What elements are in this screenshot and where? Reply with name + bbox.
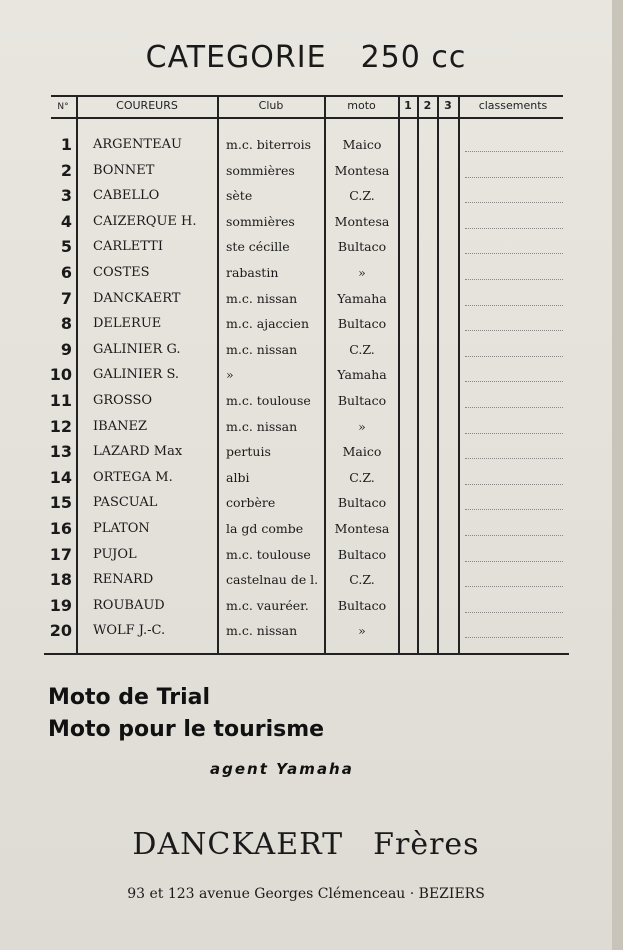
classement-blank-line bbox=[465, 484, 563, 485]
rider-name: PUJOL bbox=[93, 546, 137, 562]
rider-name: BONNET bbox=[93, 162, 155, 178]
rider-number: 13 bbox=[49, 442, 72, 462]
rider-club: m.c. biterrois bbox=[226, 137, 312, 152]
rider-name: COSTES bbox=[93, 265, 150, 280]
classement-blank-line bbox=[465, 509, 563, 510]
header-coureurs: COUREURS bbox=[116, 99, 178, 112]
rider-moto: C.Z. bbox=[349, 341, 375, 357]
classement-blank-line bbox=[465, 381, 563, 382]
rider-number: 3 bbox=[60, 186, 72, 206]
category-title-cc: 250 cc bbox=[360, 40, 467, 75]
table-row bbox=[0, 286, 612, 312]
classement-blank-line bbox=[465, 330, 563, 331]
rider-club: » bbox=[226, 367, 234, 383]
classement-blank-line bbox=[465, 202, 563, 203]
table-row bbox=[0, 209, 612, 235]
category-title bbox=[0, 40, 612, 75]
header-round-1: 1 bbox=[404, 99, 412, 112]
table-header-rule bbox=[51, 117, 563, 119]
rider-moto: Maico bbox=[342, 137, 382, 152]
rider-club: corbère bbox=[226, 495, 276, 511]
rider-name: ORTEGA M. bbox=[93, 469, 173, 485]
table-row bbox=[0, 260, 612, 286]
rider-moto: C.Z. bbox=[349, 469, 375, 485]
rider-moto: » bbox=[358, 418, 366, 434]
rider-name: GALINIER S. bbox=[93, 367, 180, 383]
dealer-address: 93 et 123 avenue Georges Clémenceau · BEZIERS bbox=[127, 886, 485, 902]
rider-name: IBANEZ bbox=[93, 418, 147, 434]
rider-number: 17 bbox=[49, 544, 72, 564]
table-row bbox=[0, 388, 612, 414]
rider-moto: Bultaco bbox=[337, 393, 387, 408]
rider-number: 6 bbox=[60, 263, 72, 282]
rider-name: WOLF J.-C. bbox=[93, 623, 166, 639]
header-round-3: 3 bbox=[444, 99, 452, 112]
rider-club: pertuis bbox=[226, 444, 271, 460]
table-row bbox=[0, 234, 612, 260]
classement-blank-line bbox=[465, 433, 563, 434]
rider-number: 5 bbox=[60, 237, 72, 257]
rider-club: sommières bbox=[226, 162, 295, 178]
classement-blank-line bbox=[465, 253, 563, 254]
header-num: N° bbox=[57, 102, 69, 112]
table-row bbox=[0, 490, 612, 516]
classement-blank-line bbox=[465, 177, 563, 178]
rider-number: 14 bbox=[49, 467, 72, 487]
rider-name: DELERUE bbox=[93, 316, 162, 332]
rider-number: 15 bbox=[49, 493, 72, 513]
header-round-2: 2 bbox=[423, 99, 432, 112]
rider-club: albi bbox=[226, 469, 250, 485]
table-row bbox=[0, 132, 612, 158]
classement-blank-line bbox=[465, 535, 563, 536]
rider-name: PASCUAL bbox=[93, 495, 158, 511]
table-row bbox=[0, 465, 612, 491]
rider-number: 4 bbox=[60, 211, 72, 231]
rider-moto: Bultaco bbox=[337, 597, 387, 613]
rider-club: m.c. nissan bbox=[226, 290, 298, 306]
rider-number: 11 bbox=[49, 391, 72, 410]
table-row bbox=[0, 183, 612, 209]
rider-moto: » bbox=[358, 265, 366, 280]
classement-blank-line bbox=[465, 586, 563, 587]
rider-club: m.c. toulouse bbox=[226, 546, 311, 562]
rider-moto: Maico bbox=[342, 444, 382, 460]
rider-name: ARGENTEAU bbox=[93, 137, 182, 152]
classement-blank-line bbox=[465, 356, 563, 357]
table-row bbox=[0, 158, 612, 184]
rider-club: la gd combe bbox=[226, 521, 304, 536]
rider-name: GROSSO bbox=[93, 393, 153, 408]
rider-club: sommières bbox=[226, 213, 295, 229]
header-club: Club bbox=[258, 99, 284, 112]
table-row bbox=[0, 414, 612, 440]
ad-line-trial: Moto de Trial bbox=[48, 685, 210, 710]
table-row bbox=[0, 593, 612, 619]
dealer-name-main: DANCKAERT bbox=[132, 827, 344, 862]
classement-blank-line bbox=[465, 637, 563, 638]
rider-moto: Bultaco bbox=[337, 316, 387, 332]
rider-club: m.c. vauréer. bbox=[226, 597, 309, 613]
rider-number: 9 bbox=[60, 339, 72, 359]
rider-club: m.c. ajaccien bbox=[226, 316, 310, 332]
rider-moto: C.Z. bbox=[349, 572, 375, 588]
rider-name: CARLETTI bbox=[93, 239, 163, 255]
rider-moto: Montesa bbox=[334, 521, 390, 536]
rider-name: ROUBAUD bbox=[93, 597, 165, 613]
rider-moto: Bultaco bbox=[337, 495, 387, 511]
rider-number: 16 bbox=[49, 519, 72, 538]
rider-number: 1 bbox=[60, 135, 72, 154]
rider-moto: C.Z. bbox=[349, 188, 375, 204]
table-row bbox=[0, 618, 612, 644]
rider-moto: Montesa bbox=[334, 162, 390, 178]
classement-blank-line bbox=[465, 407, 563, 408]
classement-blank-line bbox=[465, 458, 563, 459]
table-row bbox=[0, 362, 612, 388]
rider-number: 20 bbox=[49, 621, 72, 641]
classement-blank-line bbox=[465, 305, 563, 306]
ad-line-agent: agent Yamaha bbox=[210, 760, 354, 778]
rider-moto: Montesa bbox=[334, 213, 390, 229]
rider-number: 7 bbox=[60, 288, 72, 308]
rider-club: ste cécille bbox=[226, 239, 290, 255]
rider-club: sète bbox=[226, 188, 253, 204]
rider-name: CAIZERQUE H. bbox=[93, 213, 197, 229]
rider-moto: Bultaco bbox=[337, 239, 387, 255]
table-row bbox=[0, 311, 612, 337]
rider-number: 8 bbox=[60, 314, 72, 334]
rider-number: 18 bbox=[49, 570, 72, 590]
ad-line-tourisme: Moto pour le tourisme bbox=[48, 717, 325, 742]
rider-moto: » bbox=[358, 623, 366, 639]
rider-name: DANCKAERT bbox=[93, 290, 181, 306]
rider-name: GALINIER G. bbox=[93, 341, 181, 357]
classement-blank-line bbox=[465, 612, 563, 613]
table-row bbox=[0, 439, 612, 465]
classement-blank-line bbox=[465, 151, 563, 152]
rider-club: castelnau de l. bbox=[226, 572, 319, 588]
rider-name: PLATON bbox=[93, 521, 150, 536]
dealer-name bbox=[0, 827, 612, 862]
rider-moto: Bultaco bbox=[337, 546, 387, 562]
rider-moto: Yamaha bbox=[337, 367, 387, 383]
rider-number: 12 bbox=[49, 416, 72, 436]
rider-number: 10 bbox=[49, 365, 72, 385]
rider-moto: Yamaha bbox=[337, 290, 387, 306]
rider-number: 19 bbox=[49, 595, 72, 615]
header-moto: moto bbox=[347, 99, 376, 112]
rider-name: RENARD bbox=[93, 572, 154, 588]
rider-club: m.c. nissan bbox=[226, 418, 298, 434]
rider-club: m.c. nissan bbox=[226, 341, 298, 357]
rider-name: LAZARD Max bbox=[93, 444, 183, 460]
table-bottom-rule bbox=[44, 653, 569, 655]
dealer-name-freres: Frères bbox=[373, 827, 480, 862]
classement-blank-line bbox=[465, 561, 563, 562]
rider-club: m.c. nissan bbox=[226, 623, 298, 639]
rider-club: m.c. toulouse bbox=[226, 393, 311, 408]
rider-name: CABELLO bbox=[93, 188, 160, 204]
rider-number: 2 bbox=[60, 160, 72, 180]
table-row bbox=[0, 567, 612, 593]
classement-blank-line bbox=[465, 279, 563, 280]
header-classements: classements bbox=[478, 99, 548, 112]
category-title-main: CATEGORIE bbox=[145, 40, 327, 75]
classement-blank-line bbox=[465, 228, 563, 229]
table-row bbox=[0, 337, 612, 363]
table-row bbox=[0, 516, 612, 542]
rider-club: rabastin bbox=[226, 265, 279, 280]
table-top-rule bbox=[51, 95, 563, 97]
table-row bbox=[0, 542, 612, 568]
page-edge bbox=[612, 0, 623, 950]
